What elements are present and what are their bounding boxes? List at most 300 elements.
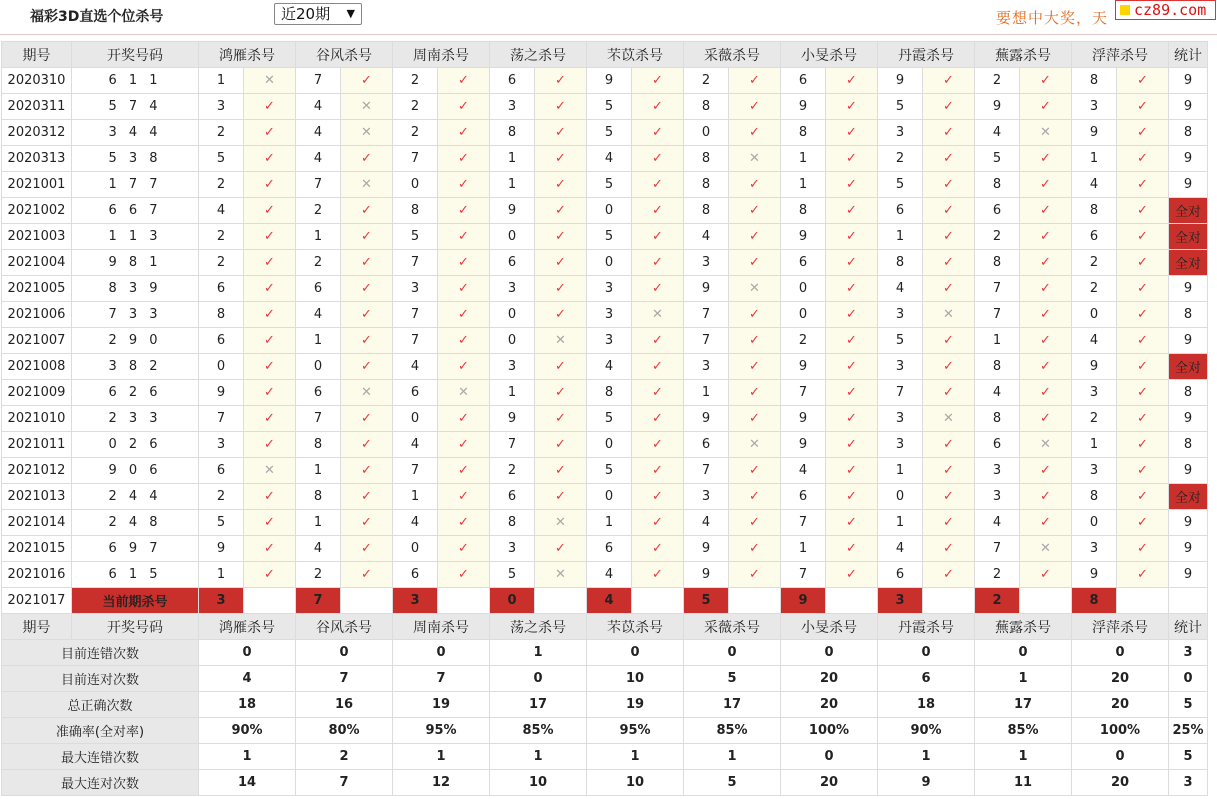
stats-row [2,770,1208,796]
check-icon: ✓ [535,276,587,302]
kill-number-cell: 3 [878,120,923,146]
check-icon: ✓ [341,354,393,380]
check-icon: ✓ [438,536,490,562]
all-correct-badge: 全对 [1169,484,1208,510]
column-header: 丹霞杀号 [878,614,975,640]
kill-number-cell: 5 [587,224,632,250]
stats-value: 1 [975,666,1072,692]
cross-icon: ✕ [244,68,296,94]
current-kill-number: 3 [199,588,244,614]
column-header: 期号 [2,614,72,640]
kill-number-cell: 0 [490,224,535,250]
cross-icon: ✕ [535,328,587,354]
stats-value: 90% [878,718,975,744]
check-icon: ✓ [244,120,296,146]
kill-number-cell: 1 [781,172,826,198]
kill-number-cell: 2 [393,68,438,94]
check-icon: ✓ [923,224,975,250]
table-row [2,68,1208,94]
kill-number-cell: 0 [393,536,438,562]
stats-value: 5 [684,770,781,796]
kill-number-cell: 4 [296,302,341,328]
check-icon: ✓ [632,172,684,198]
stats-value: 0 [393,640,490,666]
table-row [2,458,1208,484]
kill-number-cell: 2 [1072,250,1117,276]
kill-number-cell: 8 [199,302,244,328]
kill-number-cell: 7 [393,146,438,172]
draw-numbers-cell: 1 1 3 [72,224,199,250]
stats-label: 总正确次数 [2,692,199,718]
period-cell: 2021003 [2,224,72,250]
check-icon: ✓ [729,94,781,120]
draw-numbers-cell: 6 6 7 [72,198,199,224]
check-icon: ✓ [1117,68,1169,94]
check-icon: ✓ [729,536,781,562]
kill-number-cell: 0 [781,276,826,302]
draw-numbers-cell: 6 1 1 [72,68,199,94]
draw-numbers-cell: 3 4 4 [72,120,199,146]
stat-cell: 9 [1169,406,1208,432]
badge-logo-icon [1120,5,1130,15]
stats-value: 0 [1072,744,1169,770]
all-correct-badge: 全对 [1169,250,1208,276]
kill-number-cell: 8 [975,354,1020,380]
kill-number-cell: 1 [490,172,535,198]
cross-icon: ✕ [341,380,393,406]
cross-icon: ✕ [923,406,975,432]
stats-value: 1 [490,744,587,770]
stats-value: 17 [684,692,781,718]
kill-number-cell: 9 [684,536,729,562]
kill-number-cell: 7 [975,302,1020,328]
check-icon: ✓ [729,510,781,536]
kill-number-cell: 4 [587,354,632,380]
stats-value: 0 [587,640,684,666]
stats-label: 最大连对次数 [2,770,199,796]
site-badge[interactable] [1115,0,1216,20]
kill-number-cell: 3 [878,406,923,432]
check-icon: ✓ [341,146,393,172]
kill-number-cell: 3 [199,94,244,120]
stat-cell: 9 [1169,458,1208,484]
period-cell: 2021017 [2,588,72,614]
check-icon: ✓ [632,328,684,354]
check-icon: ✓ [923,328,975,354]
cross-icon: ✕ [729,146,781,172]
kill-number-cell: 0 [781,302,826,328]
kill-number-cell: 6 [975,198,1020,224]
check-icon: ✓ [1020,406,1072,432]
kill-number-cell: 3 [587,302,632,328]
stat-cell: 9 [1169,328,1208,354]
kill-number-cell: 3 [1072,458,1117,484]
check-icon: ✓ [1020,328,1072,354]
check-icon: ✓ [535,68,587,94]
check-icon: ✓ [438,458,490,484]
current-kill-number: 9 [781,588,826,614]
stats-value: 17 [490,692,587,718]
kill-number-cell: 7 [490,432,535,458]
period-range-select[interactable] [274,3,362,25]
draw-numbers-cell: 6 9 7 [72,536,199,562]
check-icon: ✓ [244,224,296,250]
stats-value: 7 [296,666,393,692]
check-icon: ✓ [1020,510,1072,536]
stats-total: 5 [1169,744,1208,770]
check-icon: ✓ [244,406,296,432]
check-icon: ✓ [923,510,975,536]
check-icon: ✓ [729,484,781,510]
kill-number-cell: 6 [781,250,826,276]
kill-number-cell: 7 [684,458,729,484]
kill-number-cell: 6 [684,432,729,458]
check-icon: ✓ [244,328,296,354]
check-icon: ✓ [1117,406,1169,432]
draw-numbers-cell: 5 7 4 [72,94,199,120]
empty-cell [1117,588,1169,614]
period-cell: 2021006 [2,302,72,328]
kill-number-cell: 8 [296,432,341,458]
check-icon: ✓ [826,146,878,172]
period-cell: 2021001 [2,172,72,198]
check-icon: ✓ [244,562,296,588]
column-header: 芣苡杀号 [587,614,684,640]
stat-cell: 8 [1169,120,1208,146]
chevron-down-icon: ▼ [346,7,355,20]
kill-number-cell: 1 [684,380,729,406]
stats-value: 1 [393,744,490,770]
all-correct-badge: 全对 [1169,224,1208,250]
check-icon: ✓ [438,172,490,198]
table-row [2,302,1208,328]
check-icon: ✓ [632,510,684,536]
check-icon: ✓ [535,250,587,276]
kill-number-cell: 1 [587,510,632,536]
kill-number-cell: 4 [975,380,1020,406]
kill-number-cell: 4 [975,510,1020,536]
check-icon: ✓ [1117,302,1169,328]
kill-number-cell: 7 [781,380,826,406]
kill-number-cell: 4 [199,198,244,224]
kill-number-cell: 2 [296,198,341,224]
check-icon: ✓ [438,432,490,458]
check-icon: ✓ [341,458,393,484]
kill-number-cell: 4 [296,94,341,120]
kill-number-cell: 5 [587,172,632,198]
kill-number-cell: 9 [587,68,632,94]
check-icon: ✓ [535,172,587,198]
stats-row [2,718,1208,744]
stats-value: 100% [781,718,878,744]
kill-number-cell: 0 [878,484,923,510]
kill-number-cell: 4 [878,276,923,302]
check-icon: ✓ [729,406,781,432]
kill-number-cell: 1 [490,380,535,406]
check-icon: ✓ [1117,484,1169,510]
check-icon: ✓ [1117,458,1169,484]
kill-number-cell: 5 [490,562,535,588]
draw-numbers-cell: 3 8 2 [72,354,199,380]
kill-number-cell: 8 [393,198,438,224]
period-cell: 2021013 [2,484,72,510]
kill-number-cell: 2 [975,562,1020,588]
check-icon: ✓ [923,562,975,588]
check-icon: ✓ [341,536,393,562]
period-cell: 2021005 [2,276,72,302]
check-icon: ✓ [1020,250,1072,276]
kill-number-cell: 9 [1072,120,1117,146]
kill-number-cell: 0 [1072,510,1117,536]
kill-number-cell: 2 [296,250,341,276]
kill-number-cell: 4 [781,458,826,484]
check-icon: ✓ [729,224,781,250]
empty-cell [1020,588,1072,614]
period-cell: 2021015 [2,536,72,562]
cross-icon: ✕ [729,432,781,458]
stats-value: 16 [296,692,393,718]
draw-numbers-cell: 6 1 5 [72,562,199,588]
kill-number-cell: 6 [781,484,826,510]
draw-numbers-cell: 2 4 4 [72,484,199,510]
check-icon: ✓ [729,328,781,354]
kill-number-cell: 7 [684,328,729,354]
site-badge-text: cz89.com [1134,1,1207,19]
draw-numbers-cell: 0 2 6 [72,432,199,458]
check-icon: ✓ [1117,380,1169,406]
stats-label: 准确率(全对率) [2,718,199,744]
period-cell: 2020313 [2,146,72,172]
column-header: 周南杀号 [393,614,490,640]
cross-icon: ✕ [535,510,587,536]
check-icon: ✓ [729,68,781,94]
empty-cell [923,588,975,614]
kill-number-cell: 2 [199,120,244,146]
empty-cell [826,588,878,614]
check-icon: ✓ [826,406,878,432]
kill-number-cell: 2 [975,68,1020,94]
kill-number-cell: 3 [878,354,923,380]
kill-number-cell: 0 [393,172,438,198]
kill-number-cell: 3 [490,354,535,380]
check-icon: ✓ [438,484,490,510]
period-cell: 2020312 [2,120,72,146]
check-icon: ✓ [535,484,587,510]
kill-number-cell: 4 [975,120,1020,146]
check-icon: ✓ [826,276,878,302]
column-header: 谷风杀号 [296,614,393,640]
stat-cell: 8 [1169,380,1208,406]
kill-number-cell: 7 [296,406,341,432]
check-icon: ✓ [1117,328,1169,354]
stat-cell: 8 [1169,302,1208,328]
check-icon: ✓ [438,510,490,536]
check-icon: ✓ [923,94,975,120]
kill-number-cell: 4 [587,562,632,588]
check-icon: ✓ [632,406,684,432]
kill-number-cell: 3 [490,276,535,302]
kill-number-cell: 9 [781,406,826,432]
kill-number-cell: 9 [781,224,826,250]
check-icon: ✓ [244,302,296,328]
kill-number-cell: 9 [199,536,244,562]
kill-number-cell: 2 [199,224,244,250]
check-icon: ✓ [438,120,490,146]
draw-numbers-cell: 6 2 6 [72,380,199,406]
check-icon: ✓ [923,172,975,198]
column-header: 统计 [1169,614,1208,640]
kill-number-cell: 3 [199,432,244,458]
kill-number-cell: 8 [1072,198,1117,224]
cross-icon: ✕ [341,94,393,120]
period-cell: 2021014 [2,510,72,536]
stats-total: 5 [1169,692,1208,718]
kill-number-cell: 1 [296,224,341,250]
check-icon: ✓ [341,484,393,510]
kill-number-cell: 7 [393,302,438,328]
check-icon: ✓ [244,276,296,302]
kill-number-cell: 1 [296,458,341,484]
check-icon: ✓ [244,484,296,510]
kill-number-cell: 9 [684,562,729,588]
kill-number-cell: 7 [393,328,438,354]
kill-number-cell: 4 [296,146,341,172]
current-kill-number: 5 [684,588,729,614]
check-icon: ✓ [244,536,296,562]
stats-value: 0 [296,640,393,666]
kill-number-cell: 8 [781,120,826,146]
check-icon: ✓ [1117,536,1169,562]
check-icon: ✓ [1020,146,1072,172]
kill-number-cell: 5 [199,146,244,172]
stats-value: 85% [975,718,1072,744]
draw-numbers-cell: 2 3 3 [72,406,199,432]
check-icon: ✓ [632,562,684,588]
check-icon: ✓ [826,224,878,250]
column-header: 开奖号码 [72,42,199,68]
kill-number-cell: 2 [199,484,244,510]
check-icon: ✓ [244,146,296,172]
all-correct-badge: 全对 [1169,198,1208,224]
stat-cell: 9 [1169,510,1208,536]
kill-number-cell: 7 [781,510,826,536]
current-kill-number: 0 [490,588,535,614]
kill-number-cell: 3 [1072,380,1117,406]
stats-value: 85% [684,718,781,744]
kill-number-cell: 3 [684,250,729,276]
stats-value: 19 [587,692,684,718]
column-header: 统计 [1169,42,1208,68]
check-icon: ✓ [632,354,684,380]
stat-cell: 8 [1169,432,1208,458]
stats-value: 95% [393,718,490,744]
stats-value: 95% [587,718,684,744]
stats-value: 1 [587,744,684,770]
kill-number-cell: 9 [1072,354,1117,380]
stats-value: 0 [684,640,781,666]
check-icon: ✓ [826,354,878,380]
kill-number-cell: 1 [1072,432,1117,458]
check-icon: ✓ [923,458,975,484]
stats-total: 3 [1169,640,1208,666]
stats-total: 0 [1169,666,1208,692]
kill-number-cell: 0 [393,406,438,432]
kill-number-cell: 8 [684,94,729,120]
current-kill-number: 7 [296,588,341,614]
stats-value: 0 [199,640,296,666]
kill-number-cell: 0 [587,484,632,510]
draw-numbers-cell: 9 8 1 [72,250,199,276]
kill-number-cell: 4 [684,224,729,250]
kill-number-cell: 6 [781,68,826,94]
column-header: 小旻杀号 [781,42,878,68]
check-icon: ✓ [535,302,587,328]
stats-value: 20 [781,770,878,796]
stat-cell: 9 [1169,562,1208,588]
kill-number-cell: 2 [878,146,923,172]
check-icon: ✓ [535,432,587,458]
check-icon: ✓ [826,432,878,458]
period-cell: 2021007 [2,328,72,354]
kill-number-cell: 1 [199,562,244,588]
kill-number-cell: 6 [587,536,632,562]
check-icon: ✓ [438,198,490,224]
cross-icon: ✕ [438,380,490,406]
stats-value: 9 [878,770,975,796]
kill-number-cell: 9 [1072,562,1117,588]
kill-number-cell: 2 [393,94,438,120]
check-icon: ✓ [632,250,684,276]
check-icon: ✓ [1020,380,1072,406]
check-icon: ✓ [341,302,393,328]
kill-number-cell: 9 [199,380,244,406]
stat-cell: 9 [1169,536,1208,562]
check-icon: ✓ [826,302,878,328]
empty-cell [244,588,296,614]
stats-value: 18 [199,692,296,718]
table-row [2,224,1208,250]
check-icon: ✓ [1020,562,1072,588]
check-icon: ✓ [341,276,393,302]
stats-value: 1 [490,640,587,666]
check-icon: ✓ [1117,94,1169,120]
kill-number-cell: 8 [490,510,535,536]
stats-value: 19 [393,692,490,718]
cross-icon: ✕ [729,276,781,302]
cross-icon: ✕ [1020,432,1072,458]
check-icon: ✓ [632,198,684,224]
kill-number-cell: 4 [296,536,341,562]
check-icon: ✓ [438,68,490,94]
kill-number-cell: 0 [587,250,632,276]
stats-value: 0 [1072,640,1169,666]
table-row [2,146,1208,172]
kill-number-cell: 2 [1072,276,1117,302]
column-header: 鸿雁杀号 [199,614,296,640]
empty-cell [1169,588,1208,614]
kill-number-cell: 9 [781,432,826,458]
kill-number-cell: 8 [587,380,632,406]
kill-number-cell: 4 [684,510,729,536]
kill-number-cell: 7 [975,276,1020,302]
kill-number-cell: 6 [393,562,438,588]
stats-row [2,640,1208,666]
check-icon: ✓ [826,458,878,484]
table-row [2,94,1208,120]
check-icon: ✓ [535,406,587,432]
check-icon: ✓ [632,432,684,458]
kill-number-cell: 3 [878,302,923,328]
